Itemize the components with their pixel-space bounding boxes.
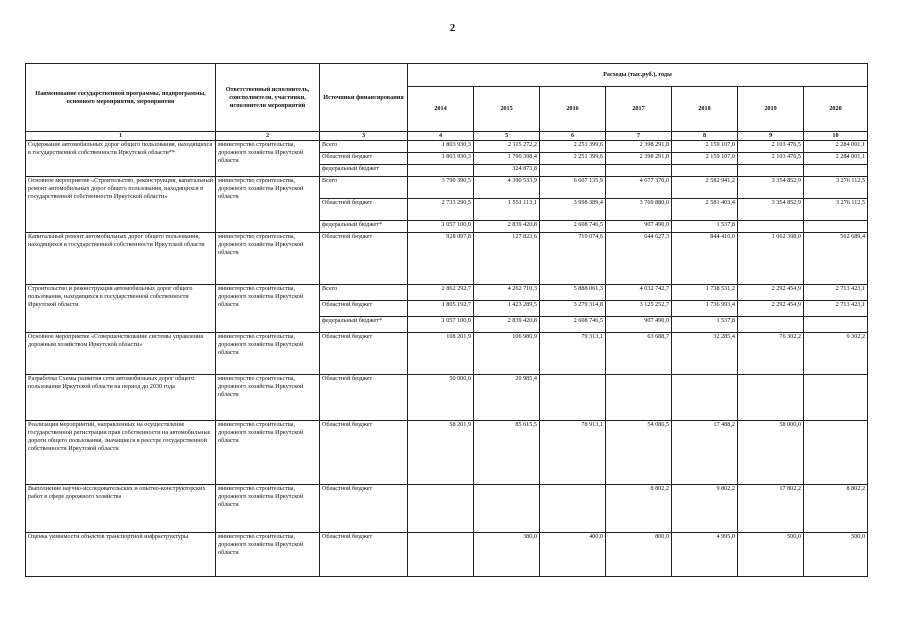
expense-value: 400,0 bbox=[540, 533, 606, 577]
funding-source: Областной бюджет bbox=[320, 153, 408, 165]
expense-value: 1 805 192,7 bbox=[408, 301, 474, 317]
expense-value: 2 713 423,1 bbox=[804, 301, 868, 317]
funding-source: федеральный бюджет* bbox=[320, 221, 408, 233]
expense-value: 127 823,6 bbox=[474, 233, 540, 285]
expense-value: 3 125 252,7 bbox=[606, 301, 672, 317]
expense-value bbox=[540, 375, 606, 421]
expense-value: 2 582 941,2 bbox=[672, 177, 738, 199]
expense-value: 2 733 290,5 bbox=[408, 199, 474, 221]
funding-source: федеральный бюджет* bbox=[320, 317, 408, 333]
expense-value: 562 689,4 bbox=[804, 233, 868, 285]
expense-value: 3 276 112,5 bbox=[804, 199, 868, 221]
expense-value: 2 292 454,9 bbox=[738, 301, 804, 317]
expense-value bbox=[738, 165, 804, 177]
funding-source: Областной бюджет bbox=[320, 301, 408, 317]
expense-value: 324 873,8 bbox=[474, 165, 540, 177]
expense-value: 500,0 bbox=[738, 533, 804, 577]
expense-value: 2 608 746,5 bbox=[540, 221, 606, 233]
expense-value: 2 159 107,0 bbox=[672, 153, 738, 165]
funding-source: федеральный бюджет bbox=[320, 165, 408, 177]
expense-value: 5 888 061,3 bbox=[540, 285, 606, 301]
expense-value: 6 607 135,9 bbox=[540, 177, 606, 199]
expense-value bbox=[540, 165, 606, 177]
header-year: 2017 bbox=[606, 87, 672, 132]
expense-value bbox=[408, 165, 474, 177]
header-expenses: Расходы (тыс.руб.), годы bbox=[408, 64, 868, 87]
expense-value: 2 398 291,8 bbox=[606, 153, 672, 165]
funding-source: Всего bbox=[320, 141, 408, 153]
funding-source: Всего bbox=[320, 177, 408, 199]
expense-value: 2 581 403,4 bbox=[672, 199, 738, 221]
expense-value: 9 302,2 bbox=[804, 333, 868, 375]
responsible-executor: министерство строительства, дорожного хозяйства Иркутской области bbox=[216, 177, 320, 233]
program-name: Содержание автомобильных дорог общего пользования, находящихся в государственной собственности Иркутской области** bbox=[26, 141, 216, 177]
expense-value: 1 803 930,3 bbox=[408, 141, 474, 153]
expense-value: 58 201,9 bbox=[408, 421, 474, 485]
header-year: 2015 bbox=[474, 87, 540, 132]
expense-value: 8 802,2 bbox=[804, 485, 868, 533]
expense-value: 17 488,2 bbox=[672, 421, 738, 485]
expense-value: 4 032 742,7 bbox=[606, 285, 672, 301]
expense-value: 2 251 399,6 bbox=[540, 141, 606, 153]
expense-value: 2 839 420,8 bbox=[474, 317, 540, 333]
expense-value bbox=[804, 421, 868, 485]
expense-value: 928 097,8 bbox=[408, 233, 474, 285]
column-number: 4 bbox=[408, 132, 474, 141]
page-number: 2 bbox=[449, 22, 456, 34]
expense-value bbox=[408, 533, 474, 577]
expense-value: 3 279 314,8 bbox=[540, 301, 606, 317]
expense-value: 58 000,0 bbox=[738, 421, 804, 485]
expense-value: 844 410,0 bbox=[672, 233, 738, 285]
expense-value: 4 677 370,0 bbox=[606, 177, 672, 199]
table-row bbox=[26, 533, 868, 577]
expense-value: 50 000,0 bbox=[408, 375, 474, 421]
funding-source: Областной бюджет bbox=[320, 421, 408, 485]
expense-value: 3 354 852,9 bbox=[738, 199, 804, 221]
responsible-executor: министерство строительства, дорожного хозяйства Иркутской области bbox=[216, 485, 320, 533]
expense-value: 4 390 533,9 bbox=[474, 177, 540, 199]
table-row bbox=[26, 233, 868, 285]
expense-value: 17 802,2 bbox=[738, 485, 804, 533]
expense-value: 907 490,0 bbox=[606, 317, 672, 333]
expense-value: 3 769 880,0 bbox=[606, 199, 672, 221]
header-year: 2016 bbox=[540, 87, 606, 132]
header-year: 2014 bbox=[408, 87, 474, 132]
expense-value: 2 115 272,2 bbox=[474, 141, 540, 153]
expense-value bbox=[672, 165, 738, 177]
expense-value: 2 284 001,1 bbox=[804, 153, 868, 165]
expense-value: 1 803 930,3 bbox=[408, 153, 474, 165]
responsible-executor: министерство строительства, дорожного хозяйства Иркутской области bbox=[216, 141, 320, 177]
expense-value: 2 284 001,1 bbox=[804, 141, 868, 153]
expense-value: 32 285,4 bbox=[672, 333, 738, 375]
expense-value: 1 790 398,4 bbox=[474, 153, 540, 165]
program-name: Строительство и реконструкция автомобильных дорог общего пользования, находящихся в государственной собственности Иркутской области bbox=[26, 285, 216, 333]
expense-value: 108 201,9 bbox=[408, 333, 474, 375]
column-number: 10 bbox=[804, 132, 868, 141]
expense-value: 2 103 476,5 bbox=[738, 141, 804, 153]
table-row bbox=[26, 177, 868, 199]
expense-value: 63 688,7 bbox=[606, 333, 672, 375]
header-sources: Источники финансирования bbox=[320, 64, 408, 132]
program-name: Выполнение научно-исследовательских и опытно-конструкторских работ в сфере дорожного хозяйства bbox=[26, 485, 216, 533]
header-year: 2019 bbox=[738, 87, 804, 132]
funding-source: Областной бюджет bbox=[320, 233, 408, 285]
expense-value bbox=[408, 485, 474, 533]
column-number: 5 bbox=[474, 132, 540, 141]
expense-value: 20 985,4 bbox=[474, 375, 540, 421]
responsible-executor: министерство строительства, дорожного хозяйства Иркутской области bbox=[216, 533, 320, 577]
funding-source: Областной бюджет bbox=[320, 333, 408, 375]
expense-value bbox=[606, 165, 672, 177]
expense-value: 3 354 852,9 bbox=[738, 177, 804, 199]
header-responsible: Ответственный исполнитель, соисполнители, участники, исполнители мероприятий bbox=[216, 64, 320, 132]
column-number: 3 bbox=[320, 132, 408, 141]
funding-source: Областной бюджет bbox=[320, 533, 408, 577]
expense-value: 1 423 289,5 bbox=[474, 301, 540, 317]
expense-value: 76 302,2 bbox=[738, 333, 804, 375]
header-year: 2018 bbox=[672, 87, 738, 132]
expense-value: 2 103 476,5 bbox=[738, 153, 804, 165]
column-number: 8 bbox=[672, 132, 738, 141]
expense-value bbox=[804, 221, 868, 233]
expense-value: 3 276 112,5 bbox=[804, 177, 868, 199]
table-row bbox=[26, 333, 868, 375]
expense-value: 2 713 423,1 bbox=[804, 285, 868, 301]
expense-value: 907 490,0 bbox=[606, 221, 672, 233]
funding-source: Областной бюджет bbox=[320, 199, 408, 221]
funding-source: Областной бюджет bbox=[320, 485, 408, 533]
expense-value: 500,0 bbox=[804, 533, 868, 577]
header-name: Наименование государственной программы, подпрограммы, основного мероприятия, мероприятия bbox=[26, 64, 216, 132]
expense-value: 1 062 398,0 bbox=[738, 233, 804, 285]
expense-value: 3 998 389,4 bbox=[540, 199, 606, 221]
expense-value bbox=[738, 221, 804, 233]
responsible-executor: министерство строительства, дорожного хозяйства Иркутской области bbox=[216, 233, 320, 285]
expense-value: 1 057 100,0 bbox=[408, 221, 474, 233]
funding-source: Областной бюджет bbox=[320, 375, 408, 421]
expense-value: 1 057 100,0 bbox=[408, 317, 474, 333]
program-name: Капитальный ремонт автомобильных дорог общего пользования, находящихся в государственной собственности Иркутской области bbox=[26, 233, 216, 285]
funding-source: Всего bbox=[320, 285, 408, 301]
expense-value: 644 627,3 bbox=[606, 233, 672, 285]
expense-value: 800,0 bbox=[606, 533, 672, 577]
expense-value: 4 262 710,3 bbox=[474, 285, 540, 301]
expense-value bbox=[738, 317, 804, 333]
expense-value bbox=[738, 375, 804, 421]
program-name: Реализация мероприятий, направленных на осуществление государственной регистрации прав собственности на автомобильные дороги общего пользования, значащиеся в реестре государственной собственности Иркутской области bbox=[26, 421, 216, 485]
expense-value: 2 292 454,9 bbox=[738, 285, 804, 301]
expense-value: 2 398 291,8 bbox=[606, 141, 672, 153]
expense-value: 78 913,1 bbox=[540, 421, 606, 485]
expense-value: 4 995,0 bbox=[672, 533, 738, 577]
expense-value: 2 159 107,0 bbox=[672, 141, 738, 153]
expense-value: 2 839 420,8 bbox=[474, 221, 540, 233]
expense-value: 2 608 746,5 bbox=[540, 317, 606, 333]
expenses-table bbox=[25, 63, 868, 577]
table-row bbox=[26, 285, 868, 301]
expense-value: 85 615,5 bbox=[474, 421, 540, 485]
expense-value bbox=[672, 375, 738, 421]
program-name: Основное мероприятие «Строительство, реконструкция, капитальный ремонт автомобильных дорог общего пользования, находящихся в государственной собственности Иркутской области» bbox=[26, 177, 216, 233]
expense-value: 380,0 bbox=[474, 533, 540, 577]
program-name: Оценка уязвимости объектов транспортной инфраструктуры bbox=[26, 533, 216, 577]
column-number: 9 bbox=[738, 132, 804, 141]
table-row bbox=[26, 375, 868, 421]
column-number: 1 bbox=[26, 132, 216, 141]
header-year: 2020 bbox=[804, 87, 868, 132]
responsible-executor: министерство строительства, дорожного хозяйства Иркутской области bbox=[216, 333, 320, 375]
expense-value bbox=[804, 375, 868, 421]
column-number: 6 bbox=[540, 132, 606, 141]
expense-value: 54 086,5 bbox=[606, 421, 672, 485]
expense-value: 3 790 390,5 bbox=[408, 177, 474, 199]
responsible-executor: министерство строительства, дорожного хозяйства Иркутской области bbox=[216, 421, 320, 485]
responsible-executor: министерство строительства, дорожного хозяйства Иркутской области bbox=[216, 375, 320, 421]
expense-value: 2 862 292,7 bbox=[408, 285, 474, 301]
expense-value: 79 313,1 bbox=[540, 333, 606, 375]
expense-value: 8 802,2 bbox=[606, 485, 672, 533]
expense-value: 1 551 113,1 bbox=[474, 199, 540, 221]
table-row bbox=[26, 485, 868, 533]
table-row bbox=[26, 421, 868, 485]
expense-value bbox=[474, 485, 540, 533]
expense-value: 106 980,9 bbox=[474, 333, 540, 375]
expense-value: 1 537,8 bbox=[672, 317, 738, 333]
column-number: 2 bbox=[216, 132, 320, 141]
column-number: 7 bbox=[606, 132, 672, 141]
expense-value: 719 074,6 bbox=[540, 233, 606, 285]
expense-value: 2 251 399,6 bbox=[540, 153, 606, 165]
expense-value: 9 802,2 bbox=[672, 485, 738, 533]
expense-value bbox=[540, 485, 606, 533]
program-name: Разработка Схемы развития сети автомобильных дорог общего пользования Иркутской области на период до 2030 года bbox=[26, 375, 216, 421]
program-name: Основное мероприятие «Совершенствование системы управления дорожным хозяйством Иркутской области» bbox=[26, 333, 216, 375]
responsible-executor: министерство строительства, дорожного хозяйства Иркутской области bbox=[216, 285, 320, 333]
expense-value bbox=[804, 317, 868, 333]
expense-value: 1 736 993,4 bbox=[672, 301, 738, 317]
expense-value: 1 738 531,2 bbox=[672, 285, 738, 301]
expense-value bbox=[606, 375, 672, 421]
expense-value bbox=[804, 165, 868, 177]
expense-value: 1 537,8 bbox=[672, 221, 738, 233]
table-row bbox=[26, 141, 868, 153]
